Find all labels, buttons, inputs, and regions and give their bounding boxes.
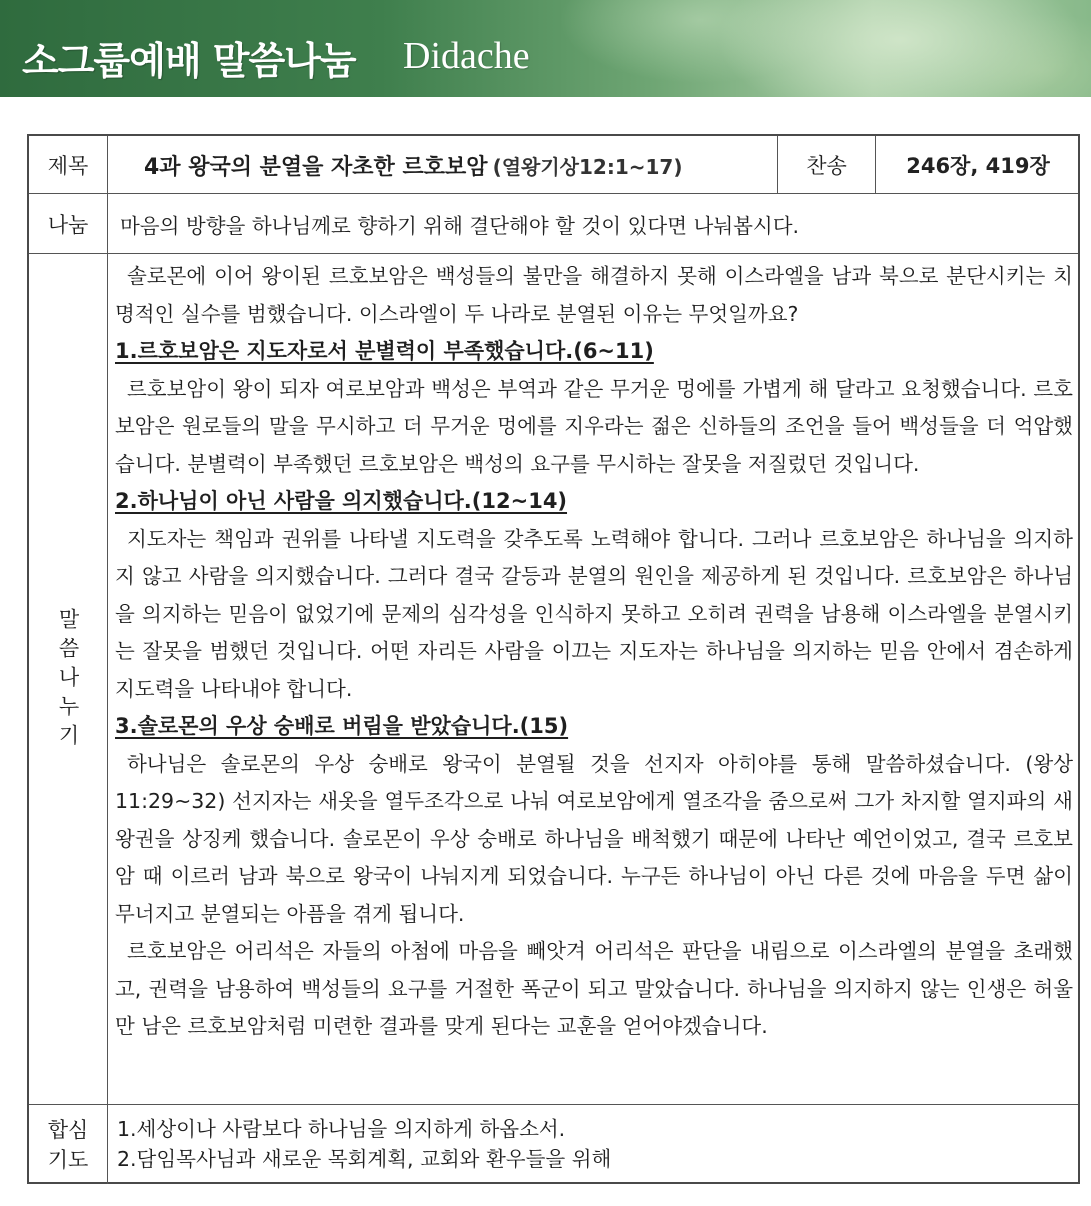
row-divider [29, 253, 1078, 254]
prayer-item: 1.세상이나 사람보다 하나님을 의지하게 하옵소서. [117, 1117, 566, 1141]
row-divider [29, 193, 1078, 194]
point-3-paragraph: 하나님은 솔로몬의 우상 숭배로 왕국이 분열될 것을 선지자 아히야를 통해 말씀하셨습니다. (왕상11:29~32) 선지자는 새옷을 열두조각으로 나눠 여로보암에게 열조각을 줌으로써 그가 차지할 열지파의 새 왕권을 상징케 했습니다. 솔로몬이 우상 숭배로 하나님을 배척했기 때문에 나타난 예언이었고, 결국 르호보암 때 이르러 남과 북으로 왕국이 나눠지게 되었습니다. 누구든 하나님이 아닌 다른 것에 마음을 두면 삶이 무너지고 분열되는 아픔을 겪게 됩니다. [115, 751, 1073, 926]
point-2-heading: 2.하나님이 아닌 사람을 의지했습니다.(12~14) [115, 489, 568, 513]
word-sharing-label: 말씀나누기 [56, 607, 80, 753]
lesson-title-text: 4과 왕국의 분열을 자초한 르호보암 [144, 155, 488, 180]
point-2-paragraph: 지도자는 책임과 권위를 나타낼 지도력을 갖추도록 노력해야 합니다. 그러나 르호보암은 하나님을 의지하지 않고 사람을 의지했습니다. 그러다 결국 갈등과 분열의 원인을 제공하게 된 것입니다. 르호보암은 하나님을 의지하는 믿음이 없었기에 문제의 심각성을 인식하지 못하고 오히려 권력을 남용해 이스라엘을 분열시키는 잘못을 범했던 것입니다. 어떤 자리든 사람을 이끄는 지도자는 하나님을 의지하는 믿음 안에서 겸손하게 지도력을 나타내야 합니다. [115, 526, 1073, 701]
page-subtitle: Didache [403, 35, 530, 77]
scripture-reference: (열왕기상12:1~17) [492, 155, 683, 179]
prayer-label [29, 1106, 107, 1184]
lesson-title [144, 150, 774, 180]
intro-paragraph: 솔로몬에 이어 왕이된 르호보암은 백성들의 불만을 해결하지 못해 이스라엘을 남과 북으로 분단시키는 치명적인 실수를 범했습니다. 이스라엘이 두 나라로 분열된 이유는 무엇일까요? [115, 264, 1073, 326]
prayer-label-line-2: 기도 [47, 1148, 89, 1172]
row-divider [29, 1104, 1078, 1105]
point-1-paragraph: 르호보암이 왕이 되자 여로보암과 백성은 부역과 같은 무거운 멍에를 가볍게 해 달라고 요청했습니다. 르호보암은 원로들의 말을 무시하고 더 무거운 멍에를 지우라는 젊은 신하들의 조언을 들어 백성들을 더 억압했습니다. 분별력이 부족했던 르호보암은 백성의 요구를 무시하는 잘못을 저질렀던 것입니다. [115, 376, 1073, 476]
conclusion-paragraph: 르호보암은 어리석은 자들의 아첨에 마음을 빼앗겨 어리석은 판단을 내림으로 이스라엘의 분열을 초래했고, 권력을 남용하여 백성들의 요구를 거절한 폭군이 되고 말았습니다. 하나님을 의지하지 않는 인생은 허울만 남은 르호보암처럼 미련한 결과를 맞게 된다는 교훈을 얻어야겠습니다. [115, 939, 1073, 1038]
column-divider [107, 136, 108, 1184]
lesson-table [27, 134, 1080, 1184]
page-title: 소그룹예배 말씀나눔 [22, 39, 356, 83]
sharing-label: 나눔 [47, 212, 89, 237]
hymn-value: 246장, 419장 [906, 153, 1050, 178]
word-sharing-content [115, 258, 1073, 1046]
header-banner [0, 0, 1091, 97]
title-label: 제목 [47, 153, 89, 178]
word-sharing-label-cell [29, 255, 107, 1105]
prayer-list [117, 1114, 1067, 1174]
sharing-question: 마음의 방향을 하나님께로 향하기 위해 결단해야 할 것이 있다면 나눠봅시다. [120, 214, 800, 238]
point-3-heading: 3.솔로몬의 우상 숭배로 버림을 받았습니다.(15) [115, 714, 569, 738]
prayer-item: 2.담임목사님과 새로운 목회계획, 교회와 환우들을 위해 [117, 1147, 612, 1171]
hymn-label: 찬송 [806, 153, 847, 178]
prayer-label-line-1: 합심 [47, 1118, 89, 1142]
point-1-heading: 1.르호보암은 지도자로서 분별력이 부족했습니다.(6~11) [115, 339, 654, 363]
